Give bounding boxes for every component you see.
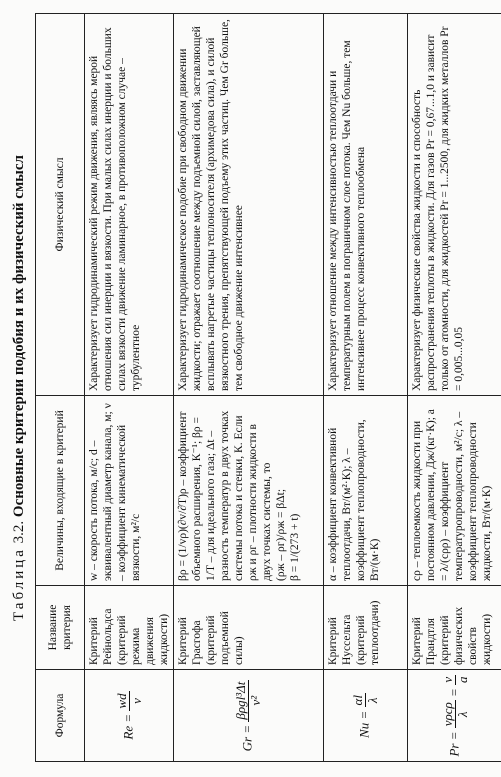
header-quantities: Величины, входящие в критерий: [36, 396, 85, 586]
caption-number: 3.2.: [11, 520, 27, 544]
formula-cell: Nu = αl λ: [324, 670, 408, 762]
similarity-criteria-table: [35, 13, 501, 762]
quantities-cell: βρ = (1/vρ)(∂v/∂T)ρ – коэффициент объемного расширения, К⁻¹; βρ = 1/T – для идеального газа; Δt – разность температур в двух точках системы потока и стенки, К. Если ρж и ρг – плотности жидкости в двух точках системы, то (ρж – ρг)/ρж = βΔt; β = 1/(273 + t): [174, 396, 324, 586]
table-header-row: [36, 14, 85, 762]
name-cell: Критерий Рейнольдса (критерий режима движения жидкости): [85, 586, 174, 670]
quantities-cell: w – скорость потока, м/с; d – эквивалентный диаметр канала, м; ν – коэффициент кинематической вязкости, м²/с: [85, 396, 174, 586]
table-caption: [5, 8, 33, 768]
name-cell: Критерий Прандтля (критерий физических свойств жидкости): [408, 586, 501, 670]
caption-label: Таблица: [11, 547, 27, 621]
rotated-sheet: [5, 8, 497, 768]
table-row: [408, 14, 501, 762]
header-name: Название критерия: [36, 586, 85, 670]
formula-cell: Gr = βρgl³Δt ν²: [174, 670, 324, 762]
formula-cell: Pr = νρcρ λ = ν a: [408, 670, 501, 762]
quantities-cell: α – коэффициент конвективной теплоотдачи, Вт/(м²·К); λ – коэффициент теплопроводности, Вт/(м·К): [324, 396, 408, 586]
table-row: [85, 14, 174, 762]
quantities-cell: cρ – теплоемкость жидкости при постоянном давлении, Дж/(кг·К); a = λ/(cρρ) – коэффициент температуропроводности, м²/с; λ – коэффициент теплопроводности жидкости, Вт/(м·К): [408, 396, 501, 586]
caption-title: Основные критерии подобия и их физический смысл: [11, 155, 27, 518]
table-row: [174, 14, 324, 762]
table-row: [324, 14, 408, 762]
meaning-cell: Характеризует физические свойства жидкости и способность распространения теплоты в жидкости. Для газов Pr = 0,67...1,0 и зависит только от атомности, для жидкостей Pr = 1...2500, для жидких металлов Pr = 0,005...0,05: [408, 14, 501, 396]
meaning-cell: Характеризует гидродинамическое подобие при свободном движении жидкости; отражает соотношение между подъемной силой, заставляющей всплывать нагретые частицы теплоносителя (архимедова сила), и силой вязкостного трения, препятствующей подъему этих частиц. Чем Gr больше, тем свободное движение интенсивнее: [174, 14, 324, 396]
name-cell: Критерий Нуссельта (критерий теплоотдачи): [324, 586, 408, 670]
formula-cell: Re = wd ν: [85, 670, 174, 762]
meaning-cell: Характеризует отношение между интенсивностью теплоотдачи и температурным полем в пограничном слое потока. Чем Nu больше, тем интенсивнее процесс конвективного теплообмена: [324, 14, 408, 396]
meaning-cell: Характеризует гидродинамический режим движения, являясь мерой отношения сил инерции и вязкости. При малых силах инерции и больших силах вязкости движение ламинарное, в противоположном случае – турбулентное: [85, 14, 174, 396]
header-meaning: Физический смысл: [36, 14, 85, 396]
header-formula: Формула: [36, 670, 85, 762]
name-cell: Критерий Грасгофа (критерий подъемной силы): [174, 586, 324, 670]
